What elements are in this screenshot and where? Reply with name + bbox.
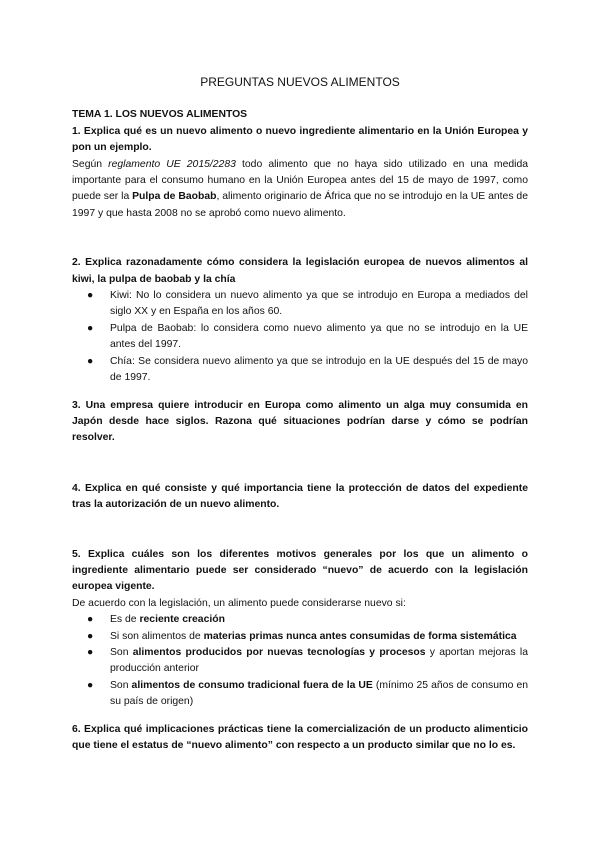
regulation-reference: reglamento UE 2015/2283 <box>108 158 236 170</box>
baobab-emphasis: Pulpa de Baobab <box>132 191 217 203</box>
list-item: ● Si son alimentos de materias primas nunca antes consumidas de forma sistemática <box>72 629 528 645</box>
section-heading: TEMA 1. LOS NUEVOS ALIMENTOS <box>72 109 248 121</box>
answer-5-intro: De acuerdo con la legislación, un alimento puede considerarse nuevo si: <box>72 597 406 609</box>
bullet-icon: ● <box>87 614 94 626</box>
answer-1: Según reglamento UE 2015/2283 todo alimento que no haya sido utilizado en una medida importante para el consumo humano en la Unión Europea antes del 15 de mayo de 1997, como puede ser la Pulpa de Baobab, alimento originario de África que no se introdujo en la UE antes de 1997 y que hasta 2008 no se aprobó como nuevo alimento. <box>72 158 529 219</box>
question-6: 6. Explica qué implicaciones prácticas tiene la comercialización de un producto alimenticio que tiene el estatus de “nuevo alimento” con respecto a un producto similar que no lo es. <box>72 723 528 751</box>
list-item: ● Son alimentos de consumo tradicional fuera de la UE (mínimo 25 años de consumo en su país de origen) <box>87 679 529 708</box>
question-5: 5. Explica cuáles son los diferentes motivos generales por los que un alimento o ingrediente alimentario puede ser considerado “nuevo” de acuerdo con la legislación europea vigente. <box>72 548 528 593</box>
answer-5-list <box>72 612 528 710</box>
bullet-icon: ● <box>87 355 94 367</box>
document-page <box>72 74 528 754</box>
list-item: ● Pulpa de Baobab: lo considera como nuevo alimento ya que no se introdujo en la UE antes del 1997. <box>87 322 528 351</box>
question-2: 2. Explica razonadamente cómo considera la legislación europea de nuevos alimentos al kiwi, la pulpa de baobab y la chía <box>72 257 528 285</box>
bullet-icon: ● <box>87 630 94 642</box>
list-item: ● Chía: Se considera nuevo alimento ya que se introdujo en la UE después del 15 de mayo de 1997. <box>87 355 528 384</box>
question-1: 1. Explica qué es un nuevo alimento o nuevo ingrediente alimentario en la Unión Europea y pon un ejemplo. <box>72 125 528 154</box>
list-item: ● Son alimentos producidos por nuevas tecnologías y procesos y aportan mejoras la producción anterior <box>87 646 528 675</box>
bullet-icon: ● <box>87 322 94 334</box>
bullet-icon: ● <box>87 679 94 691</box>
bullet-icon: ● <box>87 646 94 658</box>
list-item: ● Kiwi: No lo considera un nuevo alimento ya que se introdujo en Europa a mediados del siglo XX y en España en los años 60. <box>87 290 528 318</box>
question-4: 4. Explica en qué consiste y qué importancia tiene la protección de datos del expediente tras la autorización de un nuevo alimento. <box>72 482 528 511</box>
bullet-icon: ● <box>87 290 94 302</box>
list-item: ● Es de reciente creación <box>72 612 528 628</box>
page-title: PREGUNTAS NUEVOS ALIMENTOS <box>200 75 400 89</box>
question-3: 3. Una empresa quiere introducir en Europa como alimento un alga muy consumida en Japón desde hace siglos. Razona qué situaciones podrían darse y cómo se podrían resolver. <box>72 399 528 444</box>
answer-2-list <box>72 288 528 386</box>
